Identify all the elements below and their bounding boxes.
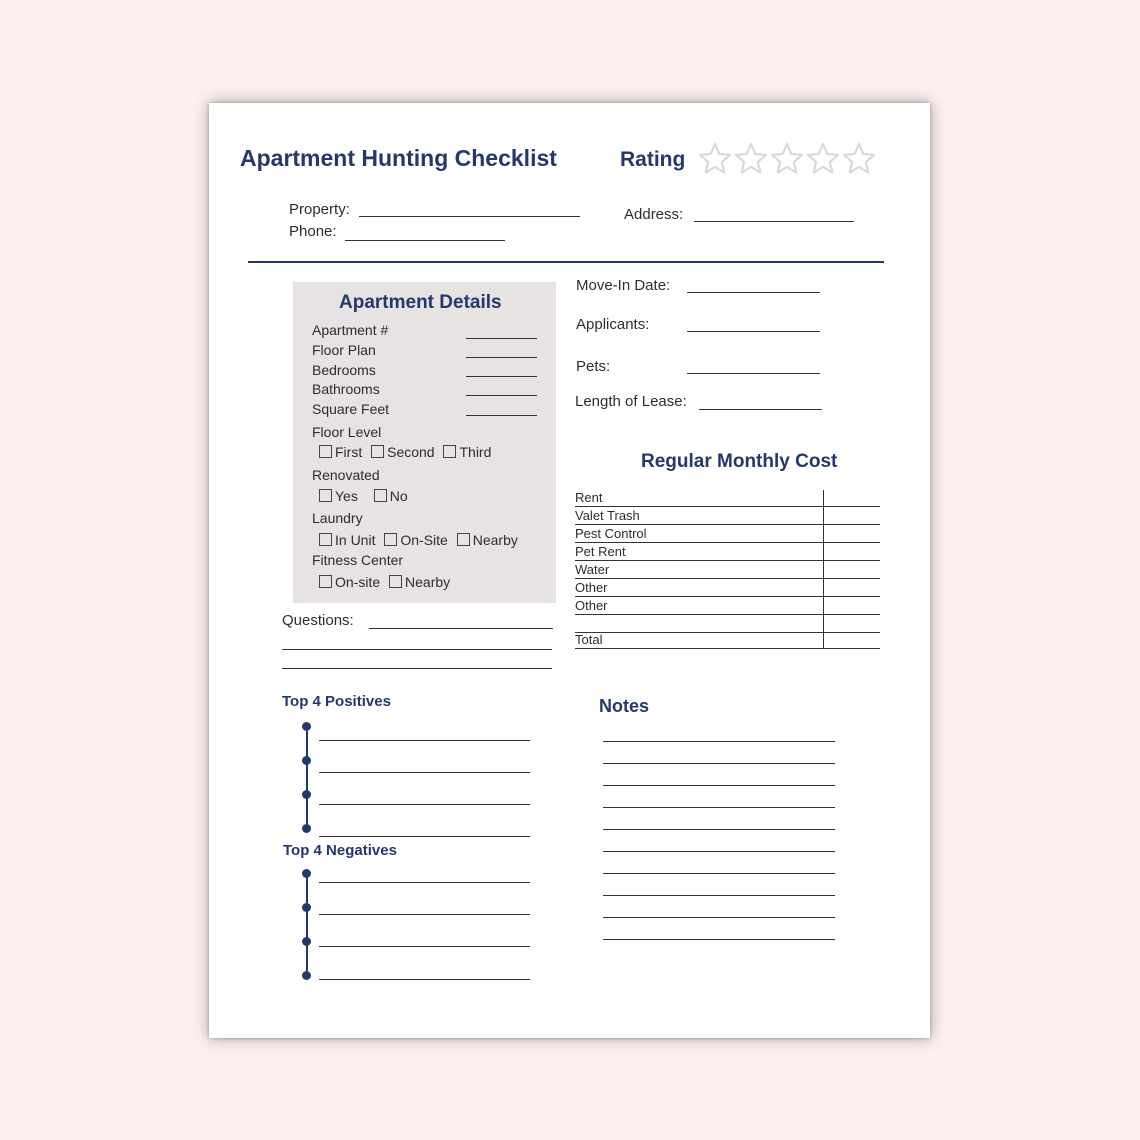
notes-line[interactable] bbox=[603, 807, 835, 808]
applicants-field[interactable] bbox=[687, 331, 820, 332]
bullet-icon bbox=[302, 903, 311, 912]
notes-line[interactable] bbox=[603, 851, 835, 852]
laundry-options bbox=[319, 532, 523, 548]
positive-field-4[interactable] bbox=[319, 836, 530, 837]
monthly-cost-table bbox=[575, 490, 880, 648]
checkbox[interactable] bbox=[457, 533, 470, 546]
negatives-title: Top 4 Negatives bbox=[283, 842, 397, 859]
checkbox[interactable] bbox=[319, 533, 332, 546]
address-field[interactable] bbox=[694, 221, 854, 222]
rating-label: Rating bbox=[620, 148, 686, 171]
cost-row-rent: Rent bbox=[575, 490, 603, 505]
cost-row-pest-control: Pest Control bbox=[575, 526, 647, 541]
checkbox[interactable] bbox=[371, 445, 384, 458]
cost-row-line bbox=[575, 560, 880, 561]
renovated-no-option[interactable]: No bbox=[374, 488, 408, 504]
field-apartment-number-input[interactable] bbox=[466, 338, 537, 339]
cost-column-divider bbox=[823, 490, 824, 648]
cost-row-line bbox=[575, 648, 880, 649]
move-in-date-label: Move-In Date: bbox=[576, 277, 671, 294]
bullet-icon bbox=[302, 937, 311, 946]
checkbox[interactable] bbox=[384, 533, 397, 546]
laundry-label: Laundry bbox=[312, 510, 363, 526]
negative-field-2[interactable] bbox=[319, 914, 530, 915]
field-bedrooms-label: Bedrooms bbox=[312, 362, 376, 378]
renovated-options bbox=[319, 488, 413, 504]
property-field[interactable] bbox=[359, 216, 580, 217]
notes-line[interactable] bbox=[603, 785, 835, 786]
bullet-icon bbox=[302, 824, 311, 833]
bullet-icon bbox=[302, 869, 311, 878]
fitness-options bbox=[319, 574, 455, 590]
questions-field[interactable] bbox=[282, 649, 552, 650]
notes-line[interactable] bbox=[603, 763, 835, 764]
floor-third-option[interactable]: Third bbox=[443, 444, 491, 460]
notes-line[interactable] bbox=[603, 741, 835, 742]
cost-row-other-2: Other bbox=[575, 598, 608, 613]
length-of-lease-field[interactable] bbox=[699, 409, 822, 410]
renovated-yes-option[interactable]: Yes bbox=[319, 488, 358, 504]
star-icon[interactable] bbox=[769, 141, 805, 177]
field-floor-plan-label: Floor Plan bbox=[312, 342, 376, 358]
negative-field-4[interactable] bbox=[319, 979, 530, 980]
bullet-icon bbox=[302, 722, 311, 731]
checkbox[interactable] bbox=[319, 445, 332, 458]
notes-line[interactable] bbox=[603, 895, 835, 896]
applicants-label: Applicants: bbox=[576, 316, 650, 333]
notes-line[interactable] bbox=[603, 939, 835, 940]
negatives-connector bbox=[306, 877, 308, 971]
cost-row-line bbox=[575, 506, 880, 507]
field-bathrooms-label: Bathrooms bbox=[312, 381, 380, 397]
field-floor-plan-input[interactable] bbox=[466, 357, 537, 358]
star-icon[interactable] bbox=[733, 141, 769, 177]
laundry-on-site-option[interactable]: On-Site bbox=[384, 532, 447, 548]
questions-label: Questions: bbox=[282, 612, 354, 629]
positive-field-3[interactable] bbox=[319, 804, 530, 805]
questions-field[interactable] bbox=[282, 668, 552, 669]
header-divider bbox=[248, 261, 884, 263]
notes-title: Notes bbox=[599, 696, 650, 716]
checkbox[interactable] bbox=[319, 575, 332, 588]
cost-row-pet-rent: Pet Rent bbox=[575, 544, 626, 559]
phone-field[interactable] bbox=[345, 240, 505, 241]
field-square-feet-label: Square Feet bbox=[312, 401, 390, 417]
checkbox[interactable] bbox=[389, 575, 402, 588]
bullet-icon bbox=[302, 756, 311, 765]
star-icon[interactable] bbox=[841, 141, 877, 177]
checkbox[interactable] bbox=[374, 489, 387, 502]
apartment-details-panel bbox=[293, 282, 556, 603]
cost-row-line bbox=[575, 578, 880, 579]
floor-first-option[interactable]: First bbox=[319, 444, 362, 460]
field-square-feet-input[interactable] bbox=[466, 415, 537, 416]
apartment-details-title: Apartment Details bbox=[339, 292, 502, 313]
page-title: Apartment Hunting Checklist bbox=[240, 145, 557, 171]
fitness-on-site-option[interactable]: On-site bbox=[319, 574, 380, 590]
laundry-in-unit-option[interactable]: In Unit bbox=[319, 532, 375, 548]
star-icon[interactable] bbox=[697, 141, 733, 177]
bullet-icon bbox=[302, 790, 311, 799]
cost-row-line bbox=[575, 542, 880, 543]
cost-row-line bbox=[575, 524, 880, 525]
floor-level-label: Floor Level bbox=[312, 424, 382, 440]
cost-row-valet-trash: Valet Trash bbox=[575, 508, 640, 523]
floor-second-option[interactable]: Second bbox=[371, 444, 434, 460]
property-label: Property: bbox=[289, 201, 350, 218]
checklist-sheet bbox=[209, 103, 930, 1038]
length-of-lease-label: Length of Lease: bbox=[575, 393, 687, 410]
star-icon[interactable] bbox=[805, 141, 841, 177]
positives-title: Top 4 Positives bbox=[282, 693, 391, 710]
notes-line[interactable] bbox=[603, 873, 835, 874]
fitness-nearby-option[interactable]: Nearby bbox=[389, 574, 450, 590]
cost-row-line bbox=[575, 614, 880, 615]
notes-line[interactable] bbox=[603, 829, 835, 830]
cost-row-line bbox=[575, 596, 880, 597]
bullet-icon bbox=[302, 971, 311, 980]
cost-row-water: Water bbox=[575, 562, 610, 577]
cost-row-other-1: Other bbox=[575, 580, 608, 595]
field-bedrooms-input[interactable] bbox=[466, 376, 537, 377]
notes-line[interactable] bbox=[603, 917, 835, 918]
laundry-nearby-option[interactable]: Nearby bbox=[457, 532, 518, 548]
checkbox[interactable] bbox=[443, 445, 456, 458]
negative-field-3[interactable] bbox=[319, 946, 530, 947]
pets-field[interactable] bbox=[687, 373, 820, 374]
floor-level-options bbox=[319, 444, 496, 460]
renovated-label: Renovated bbox=[312, 467, 380, 483]
address-label: Address: bbox=[624, 206, 684, 223]
positive-field-1[interactable] bbox=[319, 740, 530, 741]
questions-field[interactable] bbox=[369, 628, 553, 629]
move-in-date-field[interactable] bbox=[687, 292, 820, 293]
field-bathrooms-input[interactable] bbox=[466, 395, 537, 396]
cost-row-total: Total bbox=[575, 632, 603, 647]
phone-label: Phone: bbox=[289, 223, 337, 240]
positive-field-2[interactable] bbox=[319, 772, 530, 773]
checkbox[interactable] bbox=[319, 489, 332, 502]
fitness-center-label: Fitness Center bbox=[312, 552, 404, 568]
positives-connector bbox=[306, 731, 308, 825]
cost-row-line bbox=[575, 632, 880, 633]
monthly-cost-title: Regular Monthly Cost bbox=[641, 451, 838, 472]
negative-field-1[interactable] bbox=[319, 882, 530, 883]
pets-label: Pets: bbox=[576, 358, 611, 375]
field-apartment-number-label: Apartment # bbox=[312, 322, 389, 338]
